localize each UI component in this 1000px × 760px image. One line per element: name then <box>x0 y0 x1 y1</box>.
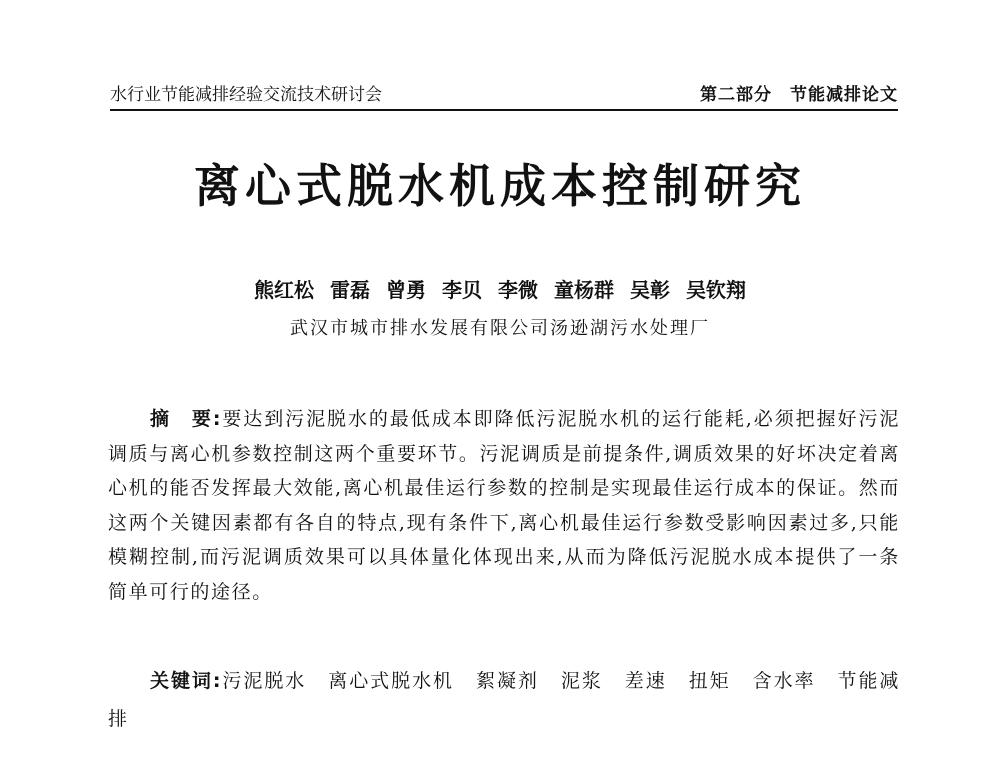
keywords-paragraph <box>108 662 900 738</box>
keyword: 节能减排 <box>108 670 901 730</box>
keyword: 扭矩 <box>688 670 731 692</box>
author: 吴彰 <box>630 278 670 302</box>
keyword: 差速 <box>624 670 667 692</box>
author: 吴钦翔 <box>686 278 746 302</box>
abstract-text: 要达到污泥脱水的最低成本即降低污泥脱水机的运行能耗,必须把握好污泥调质与离心机参数控制这两个重要环节。污泥调质是前提条件,调质效果的好坏决定着离心机的能否发挥最大效能,离心机最佳运行参数的控制是实现最佳运行成本的保证。然而这两个关键因素都有各自的特点,现有条件下,离心机最佳运行参数受影响因素过多,只能模糊控制,而污泥调质效果可以具体量化体现出来,从而为降低污泥脱水成本提供了一条简单可行的途径。 <box>108 408 901 603</box>
header-conference-name: 水行业节能减排经验交流技术研讨会 <box>110 85 382 105</box>
header-section-name: 第二部分 节能减排论文 <box>700 85 898 105</box>
author: 李贝 <box>442 278 482 302</box>
paper-title: 离心式脱水机成本控制研究 <box>194 159 806 213</box>
author: 曾勇 <box>386 278 426 302</box>
keyword: 离心式脱水机 <box>328 670 454 692</box>
author: 李微 <box>498 278 538 302</box>
abstract-label: 摘 要: <box>150 408 223 430</box>
keyword: 絮凝剂 <box>476 670 539 692</box>
keyword: 含水率 <box>752 670 816 692</box>
running-header <box>110 83 898 111</box>
author: 熊红松 <box>254 278 314 302</box>
author: 雷磊 <box>330 278 370 302</box>
abstract-paragraph <box>108 402 900 609</box>
author: 童杨群 <box>554 278 614 302</box>
author-list <box>0 276 1000 304</box>
keywords-label: 关键词: <box>150 670 223 692</box>
keyword: 污泥脱水 <box>222 670 307 692</box>
keyword: 泥浆 <box>560 670 603 692</box>
author-affiliation: 武汉市城市排水发展有限公司汤逊湖污水处理厂 <box>290 318 710 339</box>
